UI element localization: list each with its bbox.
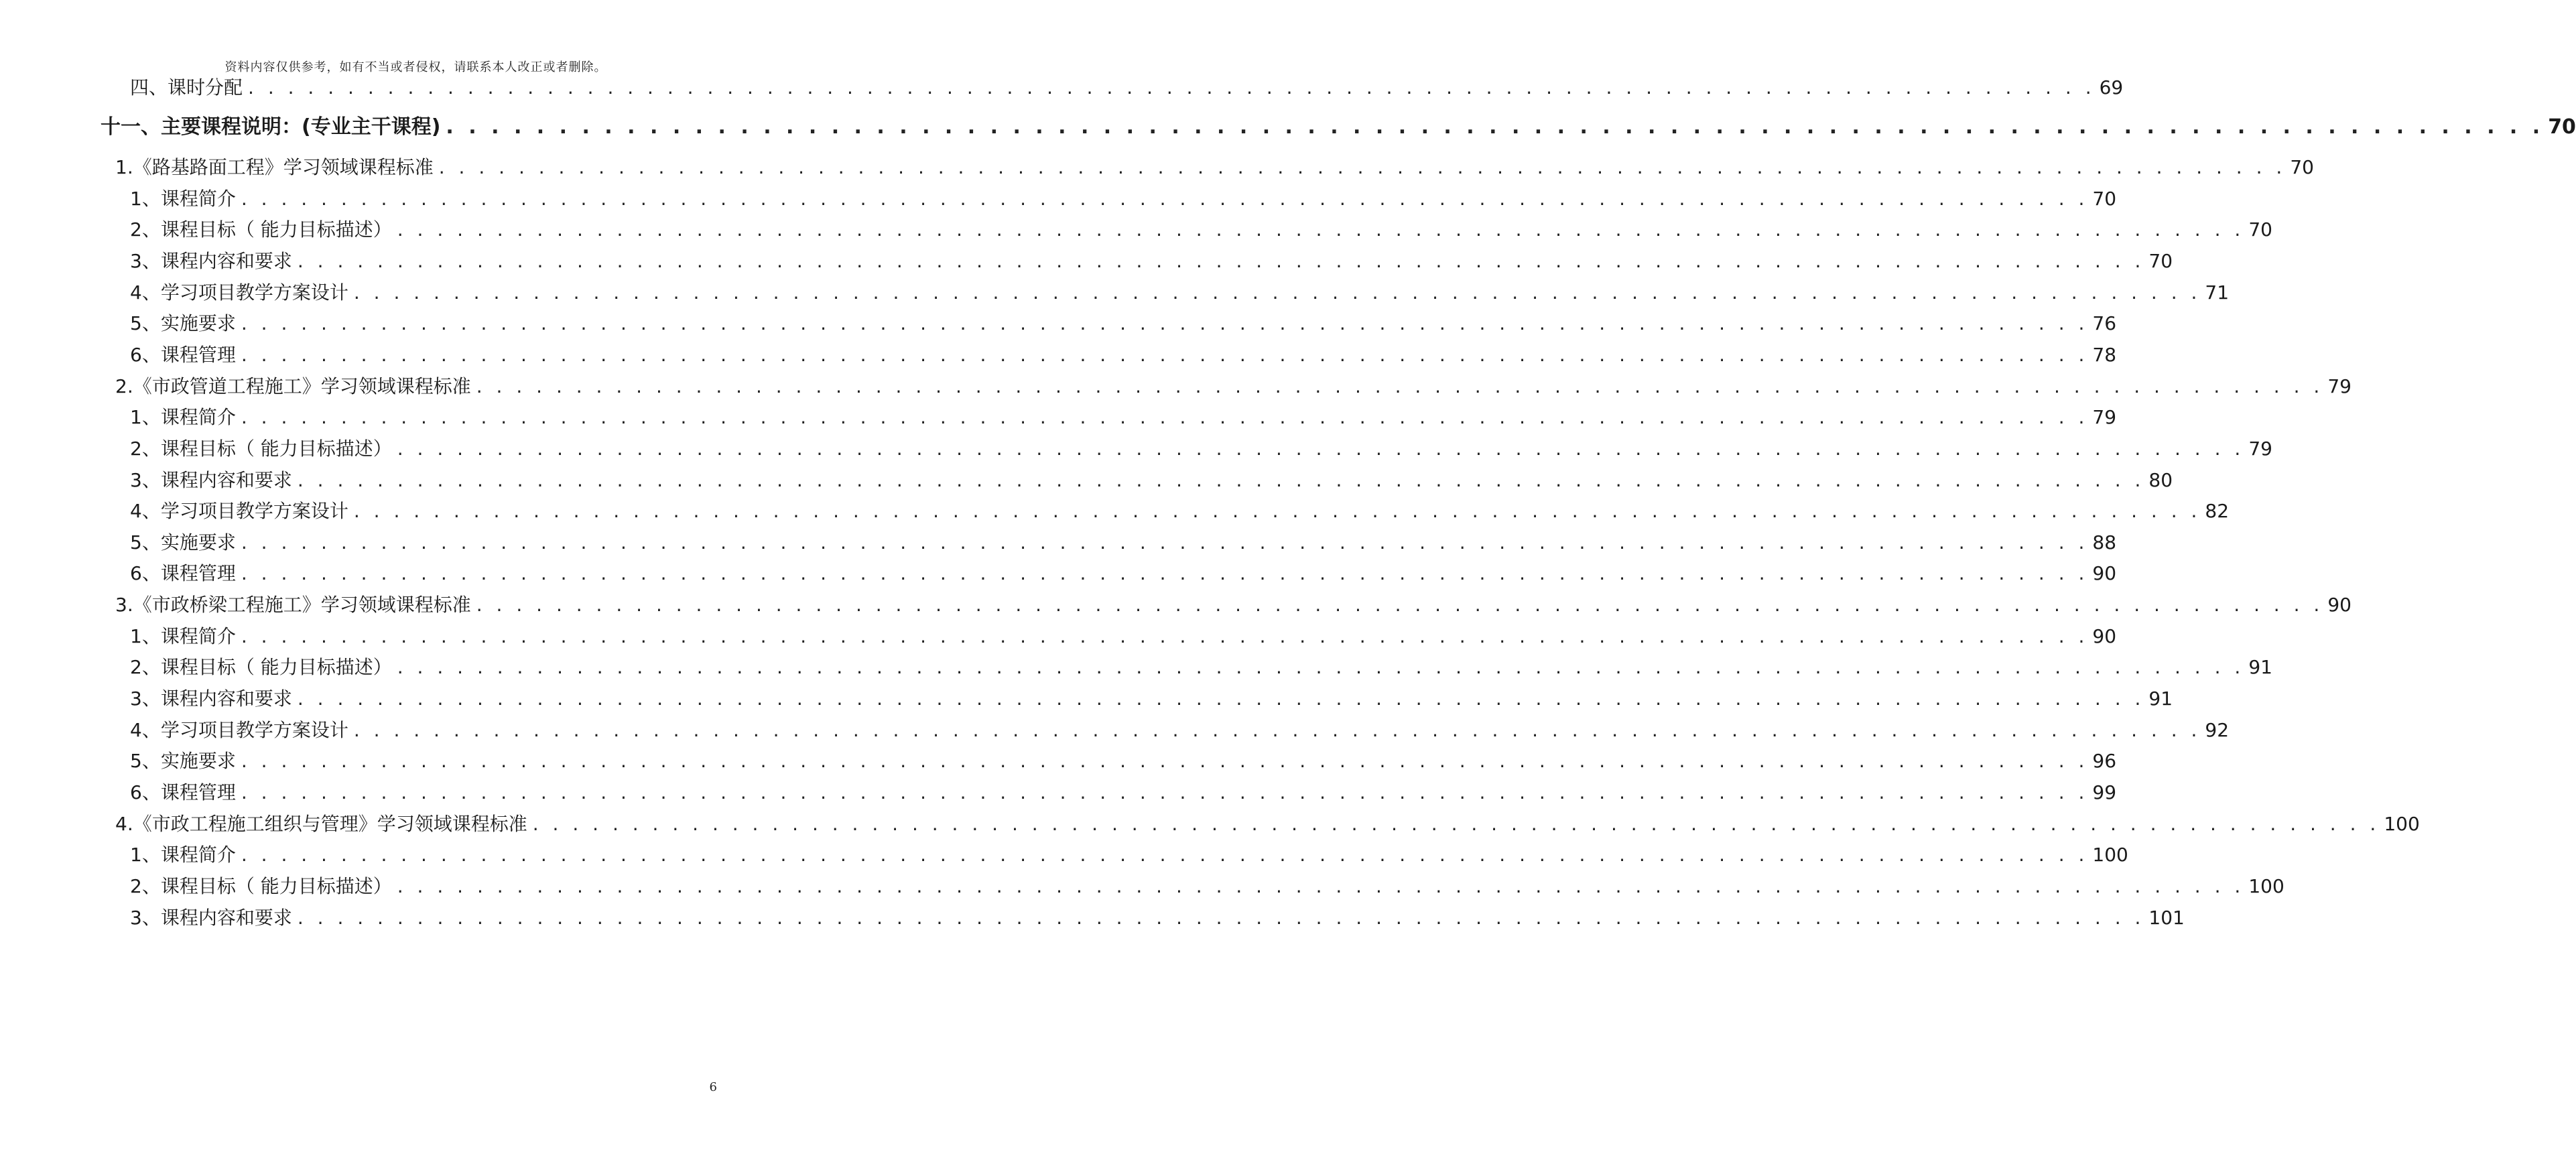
toc-entry-title: 课程目标（ 能力目标描述）: [160, 218, 392, 241]
toc-leader-dots: . . . . . . . . . . . . . . . . . . . . . . . . . . . . . . . . . . . . . . . . . . . . . . . . . . . . . . . . . . . . . . . . . . . . . . . . . . . . . . . . . . . . . . . . . . . . .: [397, 875, 2245, 897]
toc-entry[interactable]: [0, 437, 2272, 461]
toc-entry-number: 十一、: [101, 115, 161, 139]
toc-entry-title: 课时分配: [168, 76, 243, 99]
toc-leader-dots: . . . . . . . . . . . . . . . . . . . . . . . . . . . . . . . . . . . . . . . . . . . . . . . . . . . . . . . . . . . . . . . . . . . . . . . . . . . . . . . . . . . . . . . . . . . . .: [438, 156, 2287, 178]
toc-entry-number: 1.: [115, 156, 133, 178]
toc-entry-title: 主要课程说明：(专业主干课程): [161, 115, 441, 139]
toc-entry-number: 4、: [130, 281, 161, 304]
toc-entry[interactable]: [0, 718, 2230, 742]
toc-entry-page: 79: [2248, 438, 2272, 460]
toc-entry-page: 82: [2205, 500, 2230, 522]
toc-leader-dots: . . . . . . . . . . . . . . . . . . . . . . . . . . . . . . . . . . . . . . . . . . . . . . . . . . . . . . . . . . . . . . . . . . . . . . . . . . . . . . . . . . . . . . . . . . . . .: [476, 594, 2324, 616]
toc-entry-number: 6、: [130, 344, 161, 366]
toc-entry-title: 课程简介: [160, 188, 236, 210]
toc-entry-page: 100: [2248, 875, 2284, 897]
toc-entry-number: 3、: [130, 250, 161, 272]
toc-leader-dots: . . . . . . . . . . . . . . . . . . . . . . . . . . . . . . . . . . . . . . . . . . . . . . . . . . . . . . . . . . . . . . . . . . . . . . . . . . . . . . . . . . . . . . . . . . . . .: [241, 562, 2089, 584]
toc-entry[interactable]: [0, 187, 2117, 211]
toc-entry-number: 2、: [130, 218, 161, 241]
toc-entry-page: 91: [2148, 688, 2173, 710]
toc-entry-title: 《市政管道工程施工》学习领域课程标准: [133, 375, 471, 397]
toc-entry[interactable]: [0, 115, 2576, 139]
toc-entry-title: 课程简介: [160, 406, 236, 428]
toc-entry[interactable]: [0, 405, 2117, 430]
toc-entry-title: 课程内容和要求: [160, 688, 292, 710]
toc-leader-dots: . . . . . . . . . . . . . . . . . . . . . . . . . . . . . . . . . . . . . . . . . . . . . . . . . . . . . . . . . . . . . . . . . . . . . . . . . . . . . . . . . . . . . . . . . . . . .: [241, 844, 2089, 866]
toc-leader-dots: . . . . . . . . . . . . . . . . . . . . . . . . . . . . . . . . . . . . . . . . . . . . . . . . . . . . . . . . . . . . . . . . . . . . . . . . . . . . . . . . . . . . . . . . . . . . .: [241, 531, 2089, 553]
toc-entry-page: 79: [2092, 406, 2117, 428]
toc-entry-page: 91: [2248, 656, 2272, 678]
toc-entry-title: 课程目标（ 能力目标描述）: [160, 438, 392, 460]
toc-entry-page: 88: [2092, 531, 2117, 553]
toc-entry[interactable]: [0, 312, 2117, 336]
toc-entry-title: 《市政桥梁工程施工》学习领域课程标准: [133, 594, 471, 616]
toc-entry-title: 课程目标（ 能力目标描述）: [160, 656, 392, 678]
toc-entry-page: 70: [2092, 188, 2117, 210]
toc-entry[interactable]: [0, 781, 2117, 805]
toc-entry-page: 100: [2384, 813, 2420, 835]
toc-entry-title: 课程目标（ 能力目标描述）: [160, 875, 392, 897]
toc-entry-title: 课程简介: [160, 844, 236, 866]
toc-leader-dots: . . . . . . . . . . . . . . . . . . . . . . . . . . . . . . . . . . . . . . . . . . . . . . . . . . . . . . . . . . . . . . . . . . . . . . . . . . . . . . . . . . . . . . . . . . . . .: [532, 813, 2380, 835]
toc-entry[interactable]: [0, 531, 2117, 555]
toc-leader-dots: . . . . . . . . . . . . . . . . . . . . . . . . . . . . . . . . . . . . . . . . . . . . . . . . . . . . . . . . . . . . . . . . . . . . . . . . . . . . . . . . . . . . . . . . . . . . .: [397, 438, 2245, 460]
toc-leader-dots: . . . . . . . . . . . . . . . . . . . . . . . . . . . . . . . . . . . . . . . . . . . . . . . . . . . . . . . . . . . . . . . . . . . . . . . . . . . . . . . . . . . . . . . . . . . . .: [241, 344, 2089, 366]
toc-entry-number: 2、: [130, 438, 161, 460]
toc-leader-dots: . . . . . . . . . . . . . . . . . . . . . . . . . . . . . . . . . . . . . . . . . . . . . . . . . . . . . . . . . . . . . . . . . . . . . . . . . . . . . . . . . . . . . . . . . . . . .: [241, 188, 2089, 210]
toc-entry-number: 6、: [130, 781, 161, 803]
toc-entry-page: 70: [2248, 218, 2272, 241]
toc-leader-dots: . . . . . . . . . . . . . . . . . . . . . . . . . . . . . . . . . . . . . . . . . . . . . . . . . . . . . . . . . . . . . . . . . . . . . . . . . . . . . . . . . . . . . . . . . . . . .: [353, 719, 2201, 741]
toc-entry[interactable]: [0, 499, 2230, 523]
toc-entry-number: 四、: [130, 76, 168, 99]
toc-entry[interactable]: [0, 625, 2117, 649]
toc-leader-dots: . . . . . . . . . . . . . . . . . . . . . . . . . . . . . . . . . . . . . . . . . . . . . . . . . . . . . . . . . . . . . . . . . . . . . . . . . . . . . . . . . . . . . . . . . . . . .: [241, 750, 2089, 772]
toc-entry-number: 5、: [130, 531, 161, 553]
toc-entry-title: 学习项目教学方案设计: [160, 719, 348, 741]
toc-entry[interactable]: [0, 843, 2128, 867]
toc-entry[interactable]: [0, 343, 2117, 367]
toc-entry[interactable]: [0, 249, 2173, 273]
toc-entry-page: 79: [2327, 375, 2352, 397]
toc-entry-page: 76: [2092, 312, 2117, 334]
toc-entry-title: 课程内容和要求: [160, 469, 292, 491]
toc-entry-page: 70: [2548, 115, 2576, 139]
toc-entry[interactable]: [0, 655, 2272, 679]
toc-leader-dots: . . . . . . . . . . . . . . . . . . . . . . . . . . . . . . . . . . . . . . . . . . . . . . . . . . . . . . . . . . . . . . . . . . . . . . . . . . . . . . . . . . . . . . . . . . . . .: [397, 218, 2245, 241]
toc-entry[interactable]: [0, 155, 2314, 180]
toc-entry-number: 3.: [115, 594, 133, 616]
toc-leader-dots: . . . . . . . . . . . . . . . . . . . . . . . . . . . . . . . . . . . . . . . . . . . . . . . . . . . . . . . . . . . . . . . . . . . . . . . . . . . . . . . . . . . . . . . . . . . . .: [353, 500, 2201, 522]
toc-entry-title: 课程内容和要求: [160, 250, 292, 272]
toc-entry-page: 90: [2327, 594, 2352, 616]
toc-leader-dots: . . . . . . . . . . . . . . . . . . . . . . . . . . . . . . . . . . . . . . . . . . . . . . . . . . . . . . . . . . . . . . . . . . . . . . . . . . . . . . . . . . . . . . . . . . . . .: [241, 781, 2089, 803]
toc-entry-number: 4、: [130, 719, 161, 741]
toc-leader-dots: . . . . . . . . . . . . . . . . . . . . . . . . . . . . . . . . . . . . . . . . . . . . . . . . . . . . . . . . . . . . . . . . . . . . . . . . . . . . . . . . . . . . . . . . . . . . .: [297, 907, 2145, 929]
toc-entry-number: 1、: [130, 406, 161, 428]
toc-entry[interactable]: [0, 593, 2352, 617]
toc-entry-title: 《市政工程施工组织与管理》学习领域课程标准: [133, 813, 527, 835]
toc-entry-title: 实施要求: [160, 750, 236, 772]
toc-leader-dots: . . . . . . . . . . . . . . . . . . . . . . . . . . . . . . . . . . . . . . . . . . . . . . . . . . . . . . . . . . . . . . . . . . . . . . . . . . . . . . . . . . . . . . . . . . . . .: [297, 250, 2145, 272]
toc-entry[interactable]: [0, 562, 2117, 586]
toc-entry-title: 课程简介: [160, 625, 236, 647]
toc-entry-page: 90: [2092, 625, 2117, 647]
toc-entry[interactable]: [0, 906, 2185, 930]
toc-entry-number: 5、: [130, 312, 161, 334]
toc-entry-page: 70: [2290, 156, 2314, 178]
page-header-disclaimer: 资料内容仅供参考，如有不当或者侵权，请联系本人改正或者删除。: [224, 60, 607, 74]
toc-leader-dots: . . . . . . . . . . . . . . . . . . . . . . . . . . . . . . . . . . . . . . . . . . . . . . . . . . . . . . . . . . . . . . . . . . . . . . . . . . . . . . . . . . . . . . . . . . . . .: [446, 115, 2545, 139]
toc-entry-title: 实施要求: [160, 531, 236, 553]
toc-entry[interactable]: [0, 281, 2230, 305]
toc-entry[interactable]: [0, 749, 2117, 773]
toc-entry-number: 4、: [130, 500, 161, 522]
toc-entry-page: 100: [2092, 844, 2128, 866]
toc-leader-dots: . . . . . . . . . . . . . . . . . . . . . . . . . . . . . . . . . . . . . . . . . . . . . . . . . . . . . . . . . . . . . . . . . . . . . . . . . . . . . . . . . . . . . . . . . . . . .: [248, 76, 2096, 99]
toc-leader-dots: . . . . . . . . . . . . . . . . . . . . . . . . . . . . . . . . . . . . . . . . . . . . . . . . . . . . . . . . . . . . . . . . . . . . . . . . . . . . . . . . . . . . . . . . . . . . .: [397, 656, 2245, 678]
toc-entry-page: 96: [2092, 750, 2117, 772]
toc-entry-page: 80: [2148, 469, 2173, 491]
toc-entry-number: 3、: [130, 688, 161, 710]
toc-entry-page: 70: [2148, 250, 2173, 272]
toc-leader-dots: . . . . . . . . . . . . . . . . . . . . . . . . . . . . . . . . . . . . . . . . . . . . . . . . . . . . . . . . . . . . . . . . . . . . . . . . . . . . . . . . . . . . . . . . . . . . .: [476, 375, 2324, 397]
toc-entry-number: 3、: [130, 907, 161, 929]
toc-entry[interactable]: [0, 812, 2420, 836]
toc-entry-number: 4.: [115, 813, 133, 835]
toc-leader-dots: . . . . . . . . . . . . . . . . . . . . . . . . . . . . . . . . . . . . . . . . . . . . . . . . . . . . . . . . . . . . . . . . . . . . . . . . . . . . . . . . . . . . . . . . . . . . .: [297, 469, 2145, 491]
toc-entry-title: 《路基路面工程》学习领域课程标准: [133, 156, 434, 178]
toc-entry-number: 1、: [130, 625, 161, 647]
toc-entry-number: 5、: [130, 750, 161, 772]
toc-entry-page: 90: [2092, 562, 2117, 584]
page-number: 6: [709, 1080, 717, 1094]
toc-leader-dots: . . . . . . . . . . . . . . . . . . . . . . . . . . . . . . . . . . . . . . . . . . . . . . . . . . . . . . . . . . . . . . . . . . . . . . . . . . . . . . . . . . . . . . . . . . . . .: [353, 281, 2201, 304]
toc-entry-page: 78: [2092, 344, 2117, 366]
toc-entry[interactable]: [0, 375, 2352, 399]
toc-entry-number: 1、: [130, 844, 161, 866]
toc-entry-number: 6、: [130, 562, 161, 584]
toc-entry[interactable]: [0, 468, 2173, 493]
toc-entry-page: 101: [2148, 907, 2185, 929]
toc-entry-number: 1、: [130, 188, 161, 210]
toc-entry[interactable]: [0, 76, 2124, 100]
toc-entry-page: 71: [2205, 281, 2230, 304]
toc-entry-page: 99: [2092, 781, 2117, 803]
toc-leader-dots: . . . . . . . . . . . . . . . . . . . . . . . . . . . . . . . . . . . . . . . . . . . . . . . . . . . . . . . . . . . . . . . . . . . . . . . . . . . . . . . . . . . . . . . . . . . . .: [241, 312, 2089, 334]
toc-entry-title: 实施要求: [160, 312, 236, 334]
toc-entry[interactable]: [0, 874, 2284, 899]
toc-entry-title: 学习项目教学方案设计: [160, 500, 348, 522]
toc-entry-title: 学习项目教学方案设计: [160, 281, 348, 304]
toc-leader-dots: . . . . . . . . . . . . . . . . . . . . . . . . . . . . . . . . . . . . . . . . . . . . . . . . . . . . . . . . . . . . . . . . . . . . . . . . . . . . . . . . . . . . . . . . . . . . .: [297, 688, 2145, 710]
toc-entry-page: 92: [2205, 719, 2230, 741]
toc-entry-number: 2.: [115, 375, 133, 397]
toc-leader-dots: . . . . . . . . . . . . . . . . . . . . . . . . . . . . . . . . . . . . . . . . . . . . . . . . . . . . . . . . . . . . . . . . . . . . . . . . . . . . . . . . . . . . . . . . . . . . .: [241, 406, 2089, 428]
toc-entry-number: 2、: [130, 875, 161, 897]
toc-entry-title: 课程管理: [160, 344, 236, 366]
toc-entry-title: 课程管理: [160, 781, 236, 803]
toc-entry[interactable]: [0, 687, 2173, 711]
toc-entry-title: 课程内容和要求: [160, 907, 292, 929]
toc-entry-title: 课程管理: [160, 562, 236, 584]
toc-entry-number: 3、: [130, 469, 161, 491]
toc-entry[interactable]: [0, 218, 2272, 242]
toc-leader-dots: . . . . . . . . . . . . . . . . . . . . . . . . . . . . . . . . . . . . . . . . . . . . . . . . . . . . . . . . . . . . . . . . . . . . . . . . . . . . . . . . . . . . . . . . . . . . .: [241, 625, 2089, 647]
toc-entry-page: 69: [2099, 76, 2124, 99]
toc-entry-number: 2、: [130, 656, 161, 678]
